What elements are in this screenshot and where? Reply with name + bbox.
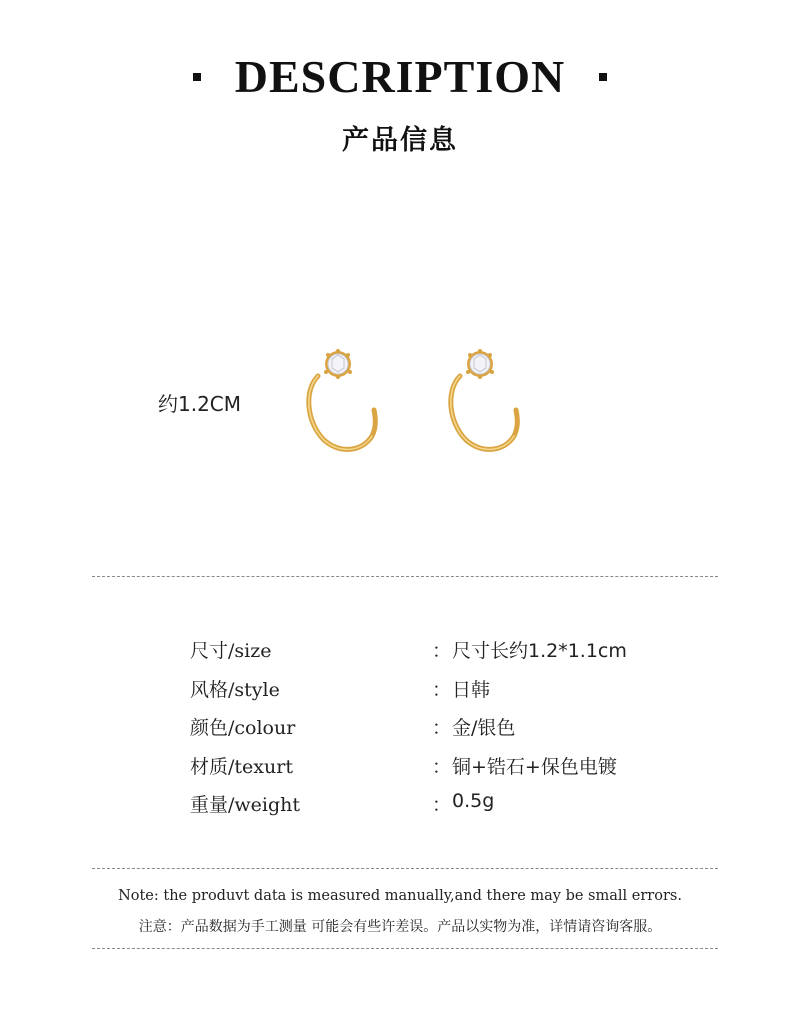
- title-bullet-left: [193, 73, 201, 81]
- spec-row-weight: [190, 790, 710, 820]
- spec-value: 尺寸长约1.2*1.1cm: [452, 640, 627, 662]
- spec-value: 日韩: [452, 679, 491, 701]
- page-title: [0, 50, 800, 103]
- earring-right-image: [438, 340, 538, 460]
- title-bullet-right: [599, 73, 607, 81]
- divider-bottom: [92, 948, 718, 949]
- divider-middle: [92, 868, 718, 869]
- spec-value: 0.5g: [452, 790, 495, 812]
- spec-colon: ：: [432, 794, 452, 816]
- spec-value: 金/银色: [452, 717, 516, 739]
- page-subtitle: 产品信息: [342, 125, 458, 156]
- spec-colon: ：: [432, 756, 452, 778]
- spec-key: 风格/style: [190, 679, 280, 701]
- spec-row-size: [190, 636, 710, 666]
- note-english: Note: the produvt data is measured manually,and there may be small errors.: [118, 888, 682, 904]
- title-text: DESCRIPTION: [234, 51, 566, 102]
- divider-top: [92, 576, 718, 577]
- spec-key: 尺寸/size: [190, 640, 272, 662]
- spec-row-material: [190, 752, 710, 782]
- earring-left-image: [296, 340, 396, 460]
- spec-colon: ：: [432, 717, 452, 739]
- spec-row-colour: [190, 713, 710, 743]
- spec-key: 颜色/colour: [190, 717, 296, 739]
- spec-row-style: [190, 675, 710, 705]
- spec-value: 铜+锆石+保色电镀: [452, 756, 617, 778]
- spec-key: 重量/weight: [190, 794, 301, 816]
- spec-colon: ：: [432, 679, 452, 701]
- size-annotation: 约1.2CM: [158, 392, 242, 416]
- spec-colon: ：: [432, 640, 452, 662]
- spec-key: 材质/texurt: [190, 756, 293, 778]
- note-chinese: 注意：产品数据为手工测量 可能会有些许差误。产品以实物为准，详情请咨询客服。: [138, 919, 662, 935]
